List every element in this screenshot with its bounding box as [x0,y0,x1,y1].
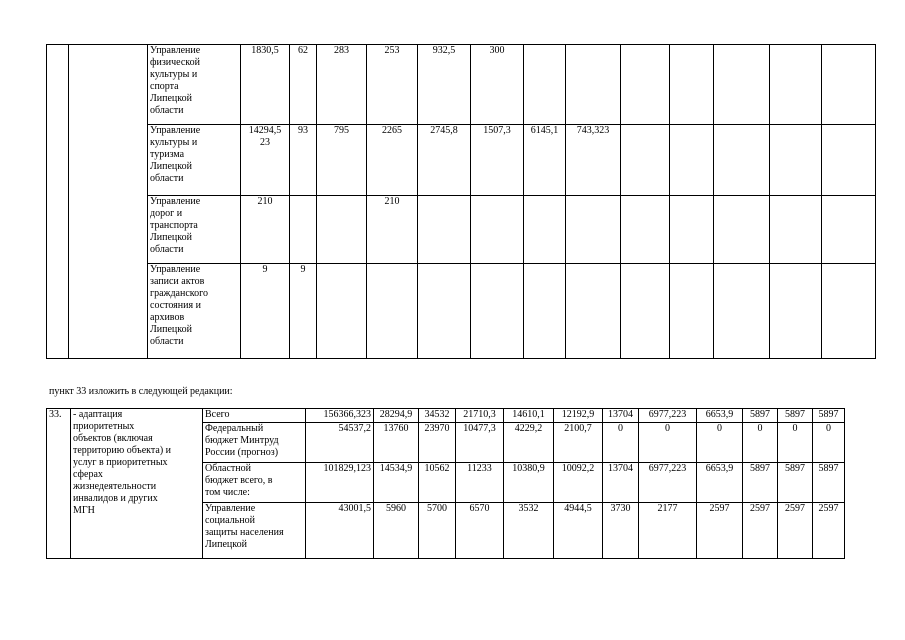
value-cell: 13704 [603,463,639,503]
value-cell [670,45,714,125]
value-cell: 13760 [374,423,419,463]
description-cell [69,45,148,359]
value-cell: 5897 [743,409,778,423]
value-cell: 0 [778,423,813,463]
value-cell: 5897 [813,409,845,423]
value-cell: 28294,9 [374,409,419,423]
organization-cell: Управление дорог и транспорта Липецкой области [148,196,241,264]
value-cell: 62 [290,45,317,125]
value-cell: 2597 [743,503,778,559]
value-cell: 54537,2 [306,423,374,463]
value-cell [770,125,822,196]
value-cell [822,125,876,196]
value-cell: 14294,5 23 [241,125,290,196]
source-label-cell: Областной бюджет всего, в том числе: [203,463,306,503]
value-cell: 93 [290,125,317,196]
value-cell: 10092,2 [554,463,603,503]
value-cell [418,264,471,359]
value-cell: 210 [241,196,290,264]
value-cell: 14534,9 [374,463,419,503]
table-row [47,125,876,196]
value-cell: 21710,3 [456,409,504,423]
item-number-cell: 33. [47,409,71,559]
value-cell [566,264,621,359]
value-cell: 5897 [778,463,813,503]
value-cell [524,196,566,264]
value-cell: 156366,323 [306,409,374,423]
value-cell: 6653,9 [697,409,743,423]
value-cell [621,196,670,264]
value-cell: 10477,3 [456,423,504,463]
value-cell: 6977,223 [639,463,697,503]
value-cell: 5960 [374,503,419,559]
value-cell: 1507,3 [471,125,524,196]
value-cell: 4944,5 [554,503,603,559]
value-cell: 0 [603,423,639,463]
value-cell [566,45,621,125]
value-cell: 795 [317,125,367,196]
value-cell: 2265 [367,125,418,196]
value-cell [621,264,670,359]
value-cell: 2745,8 [418,125,471,196]
value-cell [367,264,418,359]
value-cell [317,196,367,264]
value-cell: 9 [290,264,317,359]
organization-cell: Управление культуры и туризма Липецкой области [148,125,241,196]
value-cell: 6653,9 [697,463,743,503]
value-cell: 14610,1 [504,409,554,423]
value-cell [471,196,524,264]
table-row [47,45,876,125]
value-cell [290,196,317,264]
budget-table-continuation [46,44,876,359]
value-cell: 13704 [603,409,639,423]
value-cell: 5897 [778,409,813,423]
value-cell [770,196,822,264]
value-cell [714,264,770,359]
source-label-cell: Федеральный бюджет Минтруд России (прогноз) [203,423,306,463]
value-cell [670,196,714,264]
source-label-cell: Всего [203,409,306,423]
value-cell: 2177 [639,503,697,559]
value-cell: 210 [367,196,418,264]
value-cell: 2597 [813,503,845,559]
table-row [47,196,876,264]
value-cell: 0 [743,423,778,463]
value-cell [524,45,566,125]
value-cell [418,196,471,264]
value-cell [714,196,770,264]
value-cell: 4229,2 [504,423,554,463]
value-cell: 6145,1 [524,125,566,196]
value-cell: 12192,9 [554,409,603,423]
value-cell [714,125,770,196]
value-cell: 3730 [603,503,639,559]
value-cell [317,264,367,359]
instruction-text: пункт 33 изложить в следующей редакции: [49,386,233,397]
value-cell [714,45,770,125]
value-cell [670,264,714,359]
value-cell [621,45,670,125]
value-cell [670,125,714,196]
value-cell: 2100,7 [554,423,603,463]
value-cell: 3532 [504,503,554,559]
value-cell: 0 [697,423,743,463]
value-cell: 5897 [743,463,778,503]
value-cell: 101829,123 [306,463,374,503]
value-cell [770,264,822,359]
value-cell: 9 [241,264,290,359]
value-cell: 283 [317,45,367,125]
value-cell [524,264,566,359]
value-cell: 10380,9 [504,463,554,503]
value-cell: 5897 [813,463,845,503]
value-cell: 6570 [456,503,504,559]
table-row [47,409,845,423]
source-label-cell: Управление социальной защиты населения Липецкой [203,503,306,559]
value-cell: 0 [813,423,845,463]
value-cell [471,264,524,359]
value-cell [822,196,876,264]
value-cell: 2597 [778,503,813,559]
organization-cell: Управление записи актов гражданского состояния и архивов Липецкой области [148,264,241,359]
item-description-cell: - адаптация приоритетных объектов (включая территорию объекта) и услуг в приоритетных сферах жизнедеятельности инвалидов и других МГН [71,409,203,559]
value-cell [822,45,876,125]
organization-cell: Управление физической культуры и спорта Липецкой области [148,45,241,125]
value-cell: 300 [471,45,524,125]
value-cell [566,196,621,264]
value-cell: 932,5 [418,45,471,125]
value-cell: 43001,5 [306,503,374,559]
value-cell [621,125,670,196]
table-row [47,264,876,359]
value-cell: 10562 [419,463,456,503]
value-cell: 253 [367,45,418,125]
value-cell: 23970 [419,423,456,463]
number-cell [47,45,69,359]
value-cell: 34532 [419,409,456,423]
value-cell: 743,323 [566,125,621,196]
value-cell: 0 [639,423,697,463]
value-cell [770,45,822,125]
value-cell: 2597 [697,503,743,559]
value-cell: 1830,5 [241,45,290,125]
value-cell: 5700 [419,503,456,559]
budget-table-item-33 [46,408,845,559]
value-cell: 11233 [456,463,504,503]
value-cell: 6977,223 [639,409,697,423]
value-cell [822,264,876,359]
